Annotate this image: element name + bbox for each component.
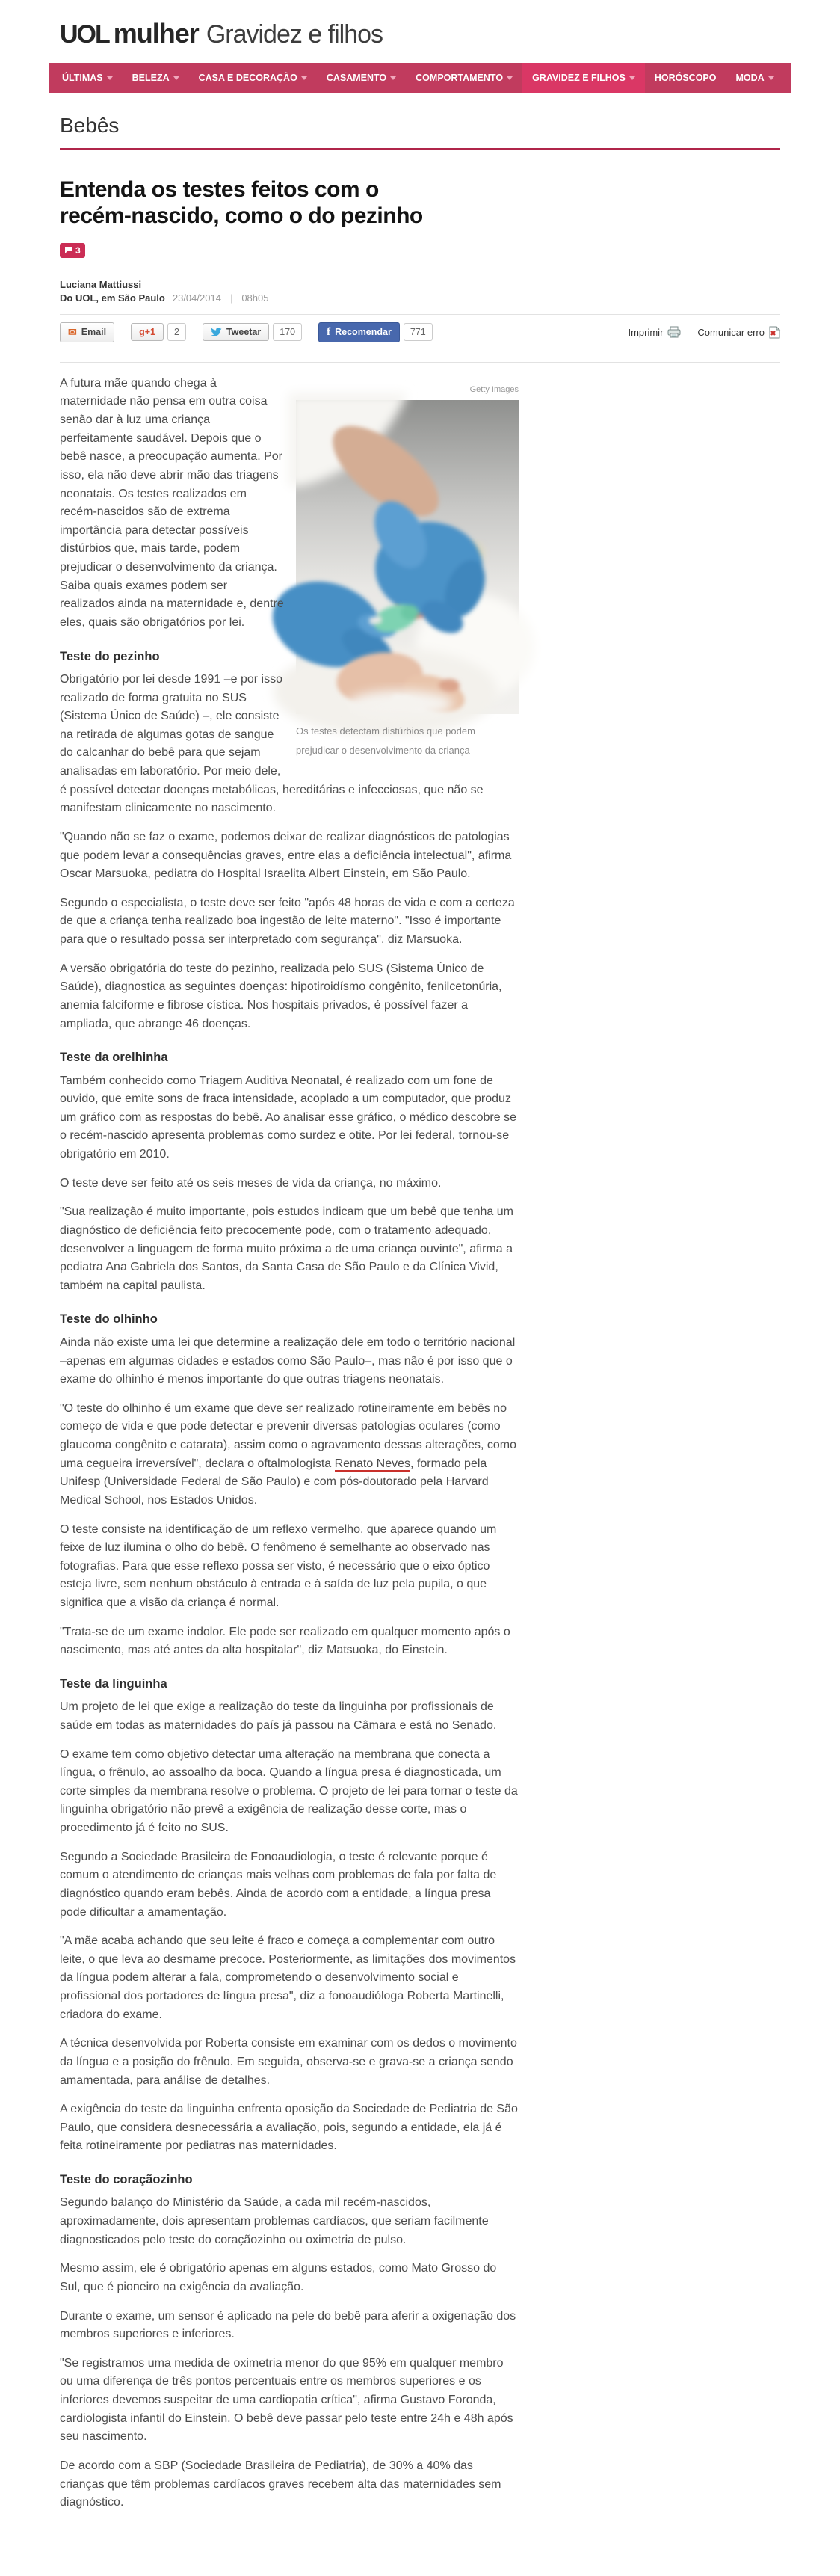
envelope-icon: ✉ bbox=[68, 325, 77, 338]
author-name: Luciana Mattiussi bbox=[60, 279, 142, 291]
nav-item-casamento[interactable] bbox=[317, 63, 406, 93]
nav-item-hor-scopo[interactable] bbox=[645, 63, 726, 93]
chevron-down-icon bbox=[301, 76, 307, 80]
photo-caption: Os testes detectam distúrbios que podem prejudicar o desenvolvimento da criança bbox=[296, 725, 475, 756]
facebook-label: Recomendar bbox=[335, 327, 392, 338]
body-paragraph: Ainda não existe uma lei que determine a realização dele em todo o território nacional –apenas em algumas cidades e estados como São Paulo–, mas não é por isso que o exame do olhinho é menos importante do que outras triagens neonatais. bbox=[60, 1335, 516, 1386]
byline bbox=[60, 277, 780, 304]
body-subheading: Teste da orelhinha bbox=[60, 1051, 168, 1065]
body-subheading: Teste da linguinha bbox=[60, 1676, 167, 1691]
chevron-down-icon bbox=[507, 76, 513, 80]
nav-item-casa-e-decora-o[interactable] bbox=[189, 63, 317, 93]
tweet-label: Tweetar bbox=[226, 327, 262, 338]
body-paragraph: O teste deve ser feito até os seis meses de vida da criança, no máximo. bbox=[60, 1176, 442, 1190]
body-paragraph: Segundo o especialista, o teste deve ser feito "após 48 horas de vida e com a certeza de que a criança tenha realizado boa ingestão de leite materno". "Isso é importante para que o resultado possa ser interpretado com segurança", diz Marsuoka. bbox=[60, 896, 515, 947]
article-body bbox=[60, 375, 519, 2512]
chevron-down-icon bbox=[107, 76, 113, 80]
comments-badge[interactable] bbox=[60, 243, 85, 258]
nav-item-label: CASA E DECORAÇÃO bbox=[198, 73, 297, 83]
inline-link[interactable]: Renato Neves bbox=[334, 1457, 411, 1470]
facebook-recommend-button[interactable] bbox=[318, 322, 400, 342]
body-paragraph: O teste consiste na identificação de um reflexo vermelho, que aparece quando um feixe de luz ilumina o olho do bebê. O fenômeno é semelhante ao observado nas fotografias. Para que esse reflexo possa ser visto, é necessário que o eixo óptico esteja livre, sem nenhum obstáculo à entrada e à saída de luz pela pupila, o que significa que a visão da criança é normal. bbox=[60, 1522, 497, 1609]
body-paragraph: "A mãe acaba achando que seu leite é fraco e começa a complementar com outro leite, o que leva ao desmame precoce. Posteriormente, as limitações dos movimentos da língua podem alterar a fala, comprometendo o desenvolvimento social e profissional dos portadores de língua presa", diz a fonoaudióloga Roberta Martinelli, criadora do exame. bbox=[60, 1934, 516, 2021]
uol-logo[interactable]: UOL bbox=[60, 20, 109, 49]
body-paragraph: "Se registramos uma medida de oximetria menor do que 95% em qualquer membro ou uma diferença de três pontos percentuais entre os membros superiores e os inferiores devemos suspeitar de uma cardiopatia crítica", afirma Gustavo Foronda, cardiologista infantil do Einstein. O bebê deve passar pelo teste entre 24h e 48h após seu nascimento. bbox=[60, 2356, 513, 2444]
body-paragraph: Um projeto de lei que exige a realização do teste da linguinha por profissionais de saúde em todas as maternidades do país já passou na Câmara e está no Senado. bbox=[60, 1700, 497, 1732]
body-paragraph: Segundo balanço do Ministério da Saúde, a cada mil recém-nascidos, aproximadamente, dois apresentam problemas cardíacos, que seriam facilmente diagnosticados pelo teste do coraçãozinho ou oximetria de pulso. bbox=[60, 2196, 489, 2246]
nav-item-label: MODA bbox=[735, 73, 765, 83]
tweet-count: 170 bbox=[273, 323, 302, 341]
share-toolbar bbox=[60, 322, 780, 351]
body-paragraph: A exigência do teste da linguinha enfrenta oposição da Sociedade de Pediatria de São Paulo, que considera desnecessária a avaliação, pois, segundo a entidade, ela já é feita rotineiramente por pediatras nas maternidades. bbox=[60, 2103, 518, 2153]
print-label: Imprimir bbox=[628, 326, 664, 338]
channel-title: Gravidez e filhos bbox=[206, 20, 383, 49]
googleplus-count: 2 bbox=[167, 323, 186, 341]
email-button[interactable] bbox=[60, 322, 114, 342]
body-paragraph: Durante o exame, um sensor é aplicado na pele do bebê para aferir a oxigenação dos membros superiores e inferiores. bbox=[60, 2309, 516, 2341]
facebook-count: 771 bbox=[404, 323, 433, 341]
chevron-down-icon bbox=[390, 76, 396, 80]
body-subheading: Teste do coraçãozinho bbox=[60, 2173, 193, 2187]
section-title: Bebês bbox=[60, 114, 120, 137]
article-figure bbox=[296, 384, 519, 760]
section-divider bbox=[60, 148, 780, 150]
googleplus-icon: g+1 bbox=[139, 327, 155, 338]
report-error-link[interactable] bbox=[697, 326, 780, 339]
comment-bubble-icon bbox=[64, 246, 73, 254]
body-subheading: Teste do olhinho bbox=[60, 1312, 158, 1327]
date-time-divider: | bbox=[229, 292, 233, 304]
googleplus-button[interactable] bbox=[131, 323, 164, 341]
tweet-button[interactable] bbox=[203, 323, 269, 341]
body-subheading: Teste do pezinho bbox=[60, 649, 160, 663]
nav-item-label: ÚLTIMAS bbox=[62, 73, 103, 83]
print-link[interactable] bbox=[628, 327, 681, 338]
nav-item--canais[interactable] bbox=[784, 63, 840, 93]
body-paragraph: "Sua realização é muito importante, pois estudos indicam que um bebê que tenha um diagnóstico de deficiência feito precocemente pode, com o tratamento adequado, desenvolver a linguagem de forma muito próxima a de uma criança ouvinte", afirma a pediatra Ana Gabriela dos Santos, da Santa Casa de São Paulo e da Clínica Vivid, também na capital paulista. bbox=[60, 1205, 513, 1292]
email-label: Email bbox=[81, 327, 107, 338]
photo-credit: Getty Images bbox=[469, 384, 519, 394]
report-error-label: Comunicar erro bbox=[697, 326, 765, 338]
printer-icon bbox=[667, 327, 681, 338]
body-paragraph: A técnica desenvolvida por Roberta consiste em examinar com os dedos o movimento da língua e a posição do frênulo. Em seguida, observa-se e grava-se a criança sendo amamentada, para análise de detalhes. bbox=[60, 2037, 517, 2087]
report-error-icon bbox=[769, 326, 780, 339]
nav-item-moda[interactable] bbox=[726, 63, 784, 93]
body-paragraph: A versão obrigatória do teste do pezinho, realizada pelo SUS (Sistema Único de Saúde), diagnostica as seguintes doenças: hipotiroidísmo congênito, fenilcetonúria, anemia falciforme e fibrose cística. Nos hospitais privados, é possível fazer a ampliada, que abrange 46 doenças. bbox=[60, 962, 502, 1030]
nav-item-label: HORÓSCOPO bbox=[654, 73, 717, 83]
body-paragraph: O exame tem como objetivo detectar uma alteração na membrana que conecta a língua, o frênulo, ao assoalho da boca. Quando a língua presa é diagnosticada, um corte simples da membrana resolve o problema. O projeto de lei para tornar o teste da linguinha obrigatório não prevê a exigência de realização desse corte, mas o procedimento já é feito no SUS. bbox=[60, 1747, 518, 1835]
nav-item-gravidez-e-filhos[interactable] bbox=[522, 63, 645, 93]
chevron-down-icon bbox=[173, 76, 179, 80]
body-paragraph: "Trata-se de um exame indolor. Ele pode ser realizado em qualquer momento após o nascimento, mas até antes da alta hospitalar", diz Matsuoka, do Einstein. bbox=[60, 1625, 510, 1657]
body-paragraph: De acordo com a SBP (Sociedade Brasileira de Pediatria), de 30% a 40% das crianças que têm problemas cardíacos graves recebem alta das maternidades sem diagnóstico. bbox=[60, 2459, 501, 2509]
nav-item-comportamento[interactable] bbox=[406, 63, 522, 93]
publish-time: 08h05 bbox=[241, 292, 269, 304]
twitter-bird-icon bbox=[211, 328, 222, 336]
author-source: Do UOL, em São Paulo bbox=[60, 292, 165, 304]
mulher-logo[interactable]: mulher bbox=[113, 18, 199, 49]
nav-item--ltimas[interactable] bbox=[52, 63, 123, 93]
comments-count: 3 bbox=[75, 245, 81, 256]
body-paragraph: Obrigatório por lei desde 1991 –e por isso realizado de forma gratuita no SUS (Sistema Único de Saúde) –, ele consiste na retirada de algumas gotas de sangue do calcanhar do bebê para que sejam analisadas em laboratório. Por meio dele, é possível detectar doenças metabólicas, hereditárias e infecciosas, que não se manifestam clinicamente no nascimento. bbox=[60, 672, 484, 815]
nav-item-label: CASAMENTO bbox=[326, 73, 387, 83]
chevron-down-icon bbox=[768, 76, 774, 80]
chevron-down-icon bbox=[629, 76, 635, 80]
nav-item-label: GRAVIDEZ E FILHOS bbox=[532, 73, 626, 83]
nav-item-beleza[interactable] bbox=[123, 63, 189, 93]
body-paragraph: "O teste do olhinho é um exame que deve ser realizado rotineiramente em bebês no começo de vida e que pode detectar e prevenir diversas patologias oculares (como glaucoma congênito e catarata), assim como o agravamento dessas alterações, como uma cegueira irreversível", declara o oftalmologista Renato Neves, formado pela Unifesp (Universidade Federal de São Paulo) e com pós-doutorado pela Harvard Medical School, nos Estados Unidos. bbox=[60, 1401, 516, 1507]
publish-date: 23/04/2014 bbox=[172, 292, 221, 304]
body-paragraph: A futura mãe quando chega à maternidade não pensa em outra coisa senão dar à luz uma criança perfeitamente saudável. Depois que o bebê nasce, a preocupação aumenta. Por isso, ela não deve abrir mão das triagens neonatais. Os testes realizados em recém-nascidos são de extrema importância para detectar possíveis distúrbios que, mais tarde, podem prejudicar o desenvolvimento da criança. Saiba quais exames podem ser realizados ainda na maternidade e, dentre eles, quais são obrigatórios por lei. bbox=[60, 376, 284, 629]
divider-top-share bbox=[60, 314, 780, 315]
article-photo bbox=[296, 400, 519, 714]
nav-item-label: COMPORTAMENTO bbox=[416, 73, 504, 83]
main-nav bbox=[49, 63, 838, 93]
nav-item-label: BELEZA bbox=[132, 73, 170, 83]
divider-bottom-share bbox=[60, 362, 780, 363]
body-paragraph: Mesmo assim, ele é obrigatório apenas em alguns estados, como Mato Grosso do Sul, que é pioneiro na exigência da avaliação. bbox=[60, 2262, 497, 2293]
article-headline: Entenda os testes feitos com o recém-nascido, como o do pezinho bbox=[60, 177, 423, 229]
masthead bbox=[49, 0, 791, 63]
body-paragraph: Segundo a Sociedade Brasileira de Fonoaudiologia, o teste é relevante porque é comum o atendimento de crianças mais velhas com problemas de fala por falta de diagnóstico quando eram bebês. Ainda de acordo com a entidade, a língua presa pode dificultar a amamentação. bbox=[60, 1850, 497, 1919]
facebook-icon: f bbox=[327, 325, 331, 338]
body-paragraph: Também conhecido como Triagem Auditiva Neonatal, é realizado com um fone de ouvido, que emite sons de fraca intensidade, acoplado a um computador, que produz um gráfico com as respostas do bebê. Ao analisar esse gráfico, o médico descobre se o recém-nascido apresenta problemas como surdez e otite. Por lei federal, tornou-se obrigatório em 2010. bbox=[60, 1074, 516, 1161]
body-paragraph: "Quando não se faz o exame, podemos deixar de realizar diagnósticos de patologias que podem levar a consequências graves, entre elas a deficiência intelectual", afirma Oscar Marsuoka, pediatra do Hospital Israelita Albert Einstein, em São Paulo. bbox=[60, 830, 512, 881]
nav-item-label: + CANAIS bbox=[793, 73, 838, 83]
